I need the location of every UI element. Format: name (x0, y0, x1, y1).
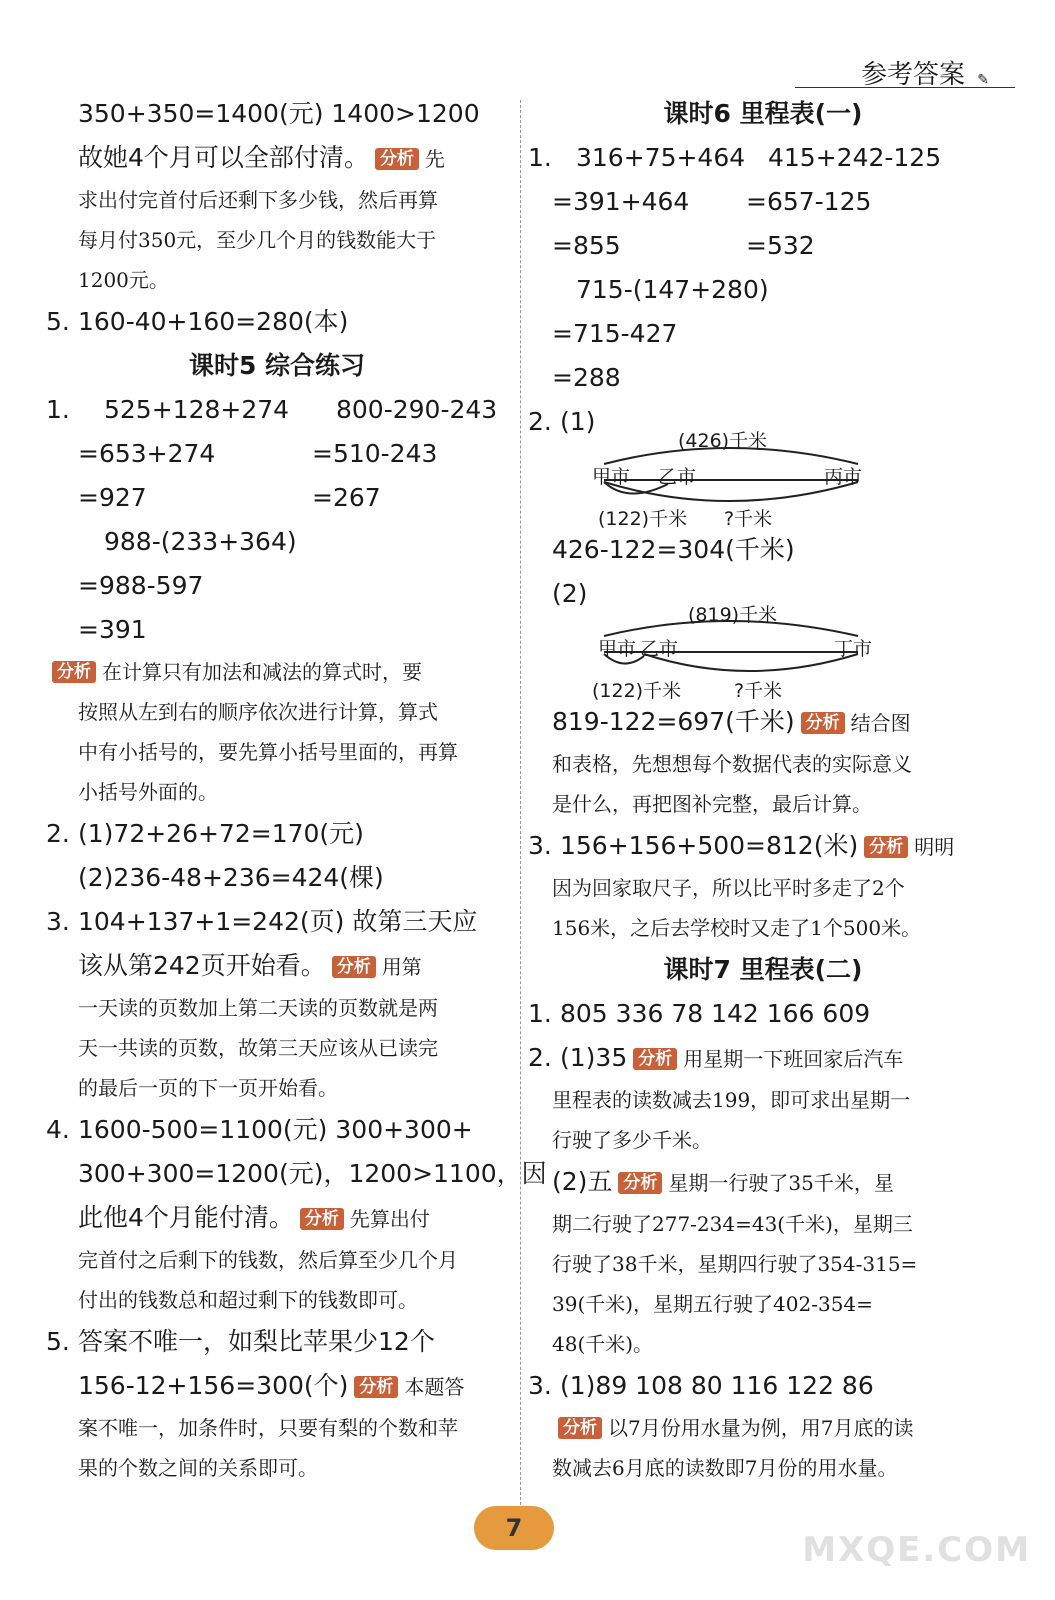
answer-text: 此他4个月能付清。 (78, 1203, 294, 1232)
city-label: 甲市 (598, 638, 637, 660)
question-number: 2. (528, 1043, 552, 1072)
expression: =510-243 (312, 439, 438, 468)
analysis-tag: 分析 (618, 1172, 662, 1194)
analysis-line: 一天读的页数加上第二天读的页数就是两 (78, 996, 438, 1020)
expression: 988-(233+364) (104, 527, 297, 556)
question-line (46, 812, 508, 856)
expression: 800-290-243 (336, 395, 498, 424)
text-line (528, 224, 998, 268)
answer-line: 426-122=304(千米) (552, 535, 795, 564)
question-number: 3. (528, 831, 552, 860)
text-line (528, 180, 998, 224)
analysis-text: 用第 (381, 955, 422, 979)
analysis-text: 先 (424, 147, 445, 171)
header-title: 参考答案 (860, 60, 965, 90)
analysis-text: 结合图 (850, 711, 911, 735)
distance-diagram-2 (528, 596, 998, 700)
question-line (528, 1036, 998, 1080)
answer-text: 156-12+156=300(个) (78, 1371, 349, 1400)
answer-text: (2)五 (552, 1167, 613, 1196)
answer-text: 答案不唯一，如梨比苹果少12个 (78, 1327, 435, 1356)
analysis-tag: 分析 (52, 661, 96, 683)
text-line (528, 268, 998, 312)
text-line: (2)236-48+236=424(棵) (78, 863, 384, 892)
analysis-text: 在计算只有加法和减法的算式时，要 (102, 660, 422, 684)
segment-label: (122)千米 (592, 680, 682, 702)
section-heading: 课时6 里程表(一) (663, 99, 863, 128)
analysis-line: 中有小括号的，要先算小括号里面的，再算 (78, 740, 458, 764)
analysis-tag: 分析 (558, 1417, 602, 1439)
analysis-line: 156米，之后去学校时又走了1个500米。 (552, 916, 922, 940)
analysis-tag: 分析 (864, 836, 908, 858)
answer-text: 160-40+160=280(本) (78, 307, 349, 336)
text-line: 300+300=1200(元)，1200>1100，因 (78, 1159, 547, 1188)
part-label: (2) (552, 579, 588, 608)
city-label: 丁市 (834, 638, 873, 660)
analysis-tag: 分析 (375, 148, 419, 170)
header-rule (795, 87, 1015, 88)
expression: =267 (312, 483, 381, 512)
question-line (46, 1320, 508, 1364)
segment-label: (122)千米 (598, 508, 688, 530)
page-number: 7 (474, 1506, 554, 1550)
part-label: (1) (560, 407, 596, 436)
total-distance-label: (426)千米 (678, 430, 768, 452)
expression: =657-125 (746, 187, 872, 216)
text-line (46, 476, 508, 520)
expression: 316+75+464 (576, 143, 746, 172)
expression: =855 (552, 231, 621, 260)
question-number: 5. (46, 307, 70, 336)
text-line (46, 1364, 508, 1408)
question-number: 3. (528, 1371, 552, 1400)
text-line (46, 432, 508, 476)
analysis-line: 果的个数之间的关系即可。 (78, 1456, 318, 1480)
total-distance-label: (819)千米 (688, 604, 778, 626)
expression: =653+274 (78, 439, 216, 468)
analysis-line: 是什么，再把图补完整，最后计算。 (552, 792, 872, 816)
question-number: 1. (528, 143, 552, 172)
answer-text: 104+137+1=242(页) 故第三天应 (78, 907, 478, 936)
section-heading: 课时5 综合练习 (188, 351, 366, 380)
question-line (46, 300, 508, 344)
analysis-line: 案不唯一，加条件时，只要有梨的个数和苹 (78, 1416, 458, 1440)
text-line (46, 944, 508, 988)
analysis-line: 和表格，先想想每个数据代表的实际意义 (552, 752, 912, 776)
answer-text: (1)35 (560, 1043, 628, 1072)
question-line (528, 992, 998, 1036)
expression: 715-(147+280) (576, 275, 769, 304)
city-label: 甲市 (592, 466, 631, 488)
expression: 525+128+274 (104, 395, 290, 424)
text-line: =391 (78, 615, 147, 644)
text-line: =988-597 (78, 571, 204, 600)
question-number: 2. (46, 819, 70, 848)
city-label: 丙市 (824, 466, 863, 488)
answer-text: 805 336 78 142 166 609 (560, 999, 871, 1028)
question-number: 5. (46, 1327, 70, 1356)
analysis-line: 按照从左到右的顺序依次进行计算，算式 (78, 700, 438, 724)
expression: =288 (552, 363, 621, 392)
analysis-line: 39(千米)，星期五行驶了402-354= (552, 1292, 873, 1316)
analysis-line: 数减去6月底的读数即7月份的用水量。 (552, 1456, 898, 1480)
analysis-text: 以7月份用水量为例，用7月底的读 (608, 1416, 914, 1440)
segment-label: ?千米 (724, 508, 773, 530)
analysis-text: 先算出付 (349, 1207, 430, 1231)
question-number: 3. (46, 907, 70, 936)
section-heading: 课时7 里程表(二) (663, 955, 863, 984)
segment-label: ?千米 (734, 680, 783, 702)
analysis-text: 用星期一下班回家后汽车 (683, 1047, 904, 1071)
question-line (528, 136, 998, 180)
expression: =532 (746, 231, 815, 260)
answer-text: 1600-500=1100(元) 300+300+ (78, 1115, 473, 1144)
text-line (46, 136, 508, 180)
answer-text: 故她4个月可以全部付清。 (78, 143, 369, 172)
analysis-text: 本题答 (404, 1375, 465, 1399)
header-pencil-icon: ✎ (977, 72, 989, 88)
expression: =715-427 (552, 319, 678, 348)
question-line (46, 388, 508, 432)
analysis-tag: 分析 (633, 1048, 677, 1070)
watermark: MXQE.COM (802, 1530, 1031, 1570)
analysis-tag: 分析 (332, 956, 376, 978)
analysis-line: 付出的钱数总和超过剩下的钱数即可。 (78, 1288, 418, 1312)
question-line (46, 1108, 508, 1152)
question-number: 2. (528, 407, 552, 436)
analysis-line: 48(千米)。 (552, 1332, 654, 1356)
analysis-text: 明明 (914, 835, 955, 859)
analysis-line: 的最后一页的下一页开始看。 (78, 1076, 338, 1100)
analysis-line: 里程表的读数减去199，即可求出星期一 (552, 1088, 911, 1112)
analysis-line: 期二行驶了277-234=43(千米)，星期三 (552, 1212, 913, 1236)
distance-diagram-1 (528, 424, 998, 528)
left-column (46, 92, 547, 1488)
question-line (46, 900, 508, 944)
answer-text: (1)89 108 80 116 122 86 (560, 1371, 874, 1400)
question-number: 1. (528, 999, 552, 1028)
analysis-line: 小括号外面的。 (78, 780, 218, 804)
expression: =391+464 (552, 187, 690, 216)
analysis-line: 行驶了38千米，星期四行驶了354-315= (552, 1252, 918, 1276)
city-label: 乙市 (658, 466, 697, 488)
answer-line (528, 1160, 998, 1204)
question-number: 4. (46, 1115, 70, 1144)
answer-text: 该从第242页开始看。 (78, 951, 326, 980)
answer-text: 819-122=697(千米) (552, 707, 795, 736)
analysis-line: 求出付完首付后还剩下多少钱，然后再算 (78, 188, 438, 212)
text-line: 350+350=1400(元) 1400>1200 (78, 99, 480, 128)
city-label: 乙市 (640, 638, 679, 660)
analysis-line: 每月付350元，至少几个月的钱数能大于 (78, 228, 437, 252)
answer-header (795, 52, 1015, 92)
question-number: 1. (46, 395, 70, 424)
text-line (528, 312, 998, 356)
column-divider (520, 100, 521, 1530)
answer-line (528, 700, 998, 744)
right-column (528, 92, 998, 1488)
question-line (528, 824, 998, 868)
analysis-line (528, 1408, 998, 1448)
answer-text: (1)72+26+72=170(元) (78, 819, 364, 848)
analysis-text: 星期一行驶了35千米，星 (668, 1171, 894, 1195)
text-line (528, 356, 998, 400)
text-line (46, 1196, 508, 1240)
analysis-tag: 分析 (300, 1208, 344, 1230)
expression: =927 (78, 483, 147, 512)
analysis-line: 因为回家取尺子，所以比平时多走了2个 (552, 876, 905, 900)
text-line (46, 520, 508, 564)
analysis-tag: 分析 (801, 712, 845, 734)
answer-text: 156+156+500=812(米) (560, 831, 859, 860)
analysis-line (46, 652, 508, 692)
analysis-line: 完首付之后剩下的钱数，然后算至少几个月 (78, 1248, 458, 1272)
analysis-line: 天一共读的页数，故第三天应该从已读完 (78, 1036, 438, 1060)
analysis-line: 行驶了多少千米。 (552, 1128, 712, 1152)
expression: 415+242-125 (768, 143, 942, 172)
segment-brace-2 (604, 482, 858, 501)
analysis-line: 1200元。 (78, 268, 169, 292)
analysis-tag: 分析 (354, 1376, 398, 1398)
question-line (528, 1364, 998, 1408)
